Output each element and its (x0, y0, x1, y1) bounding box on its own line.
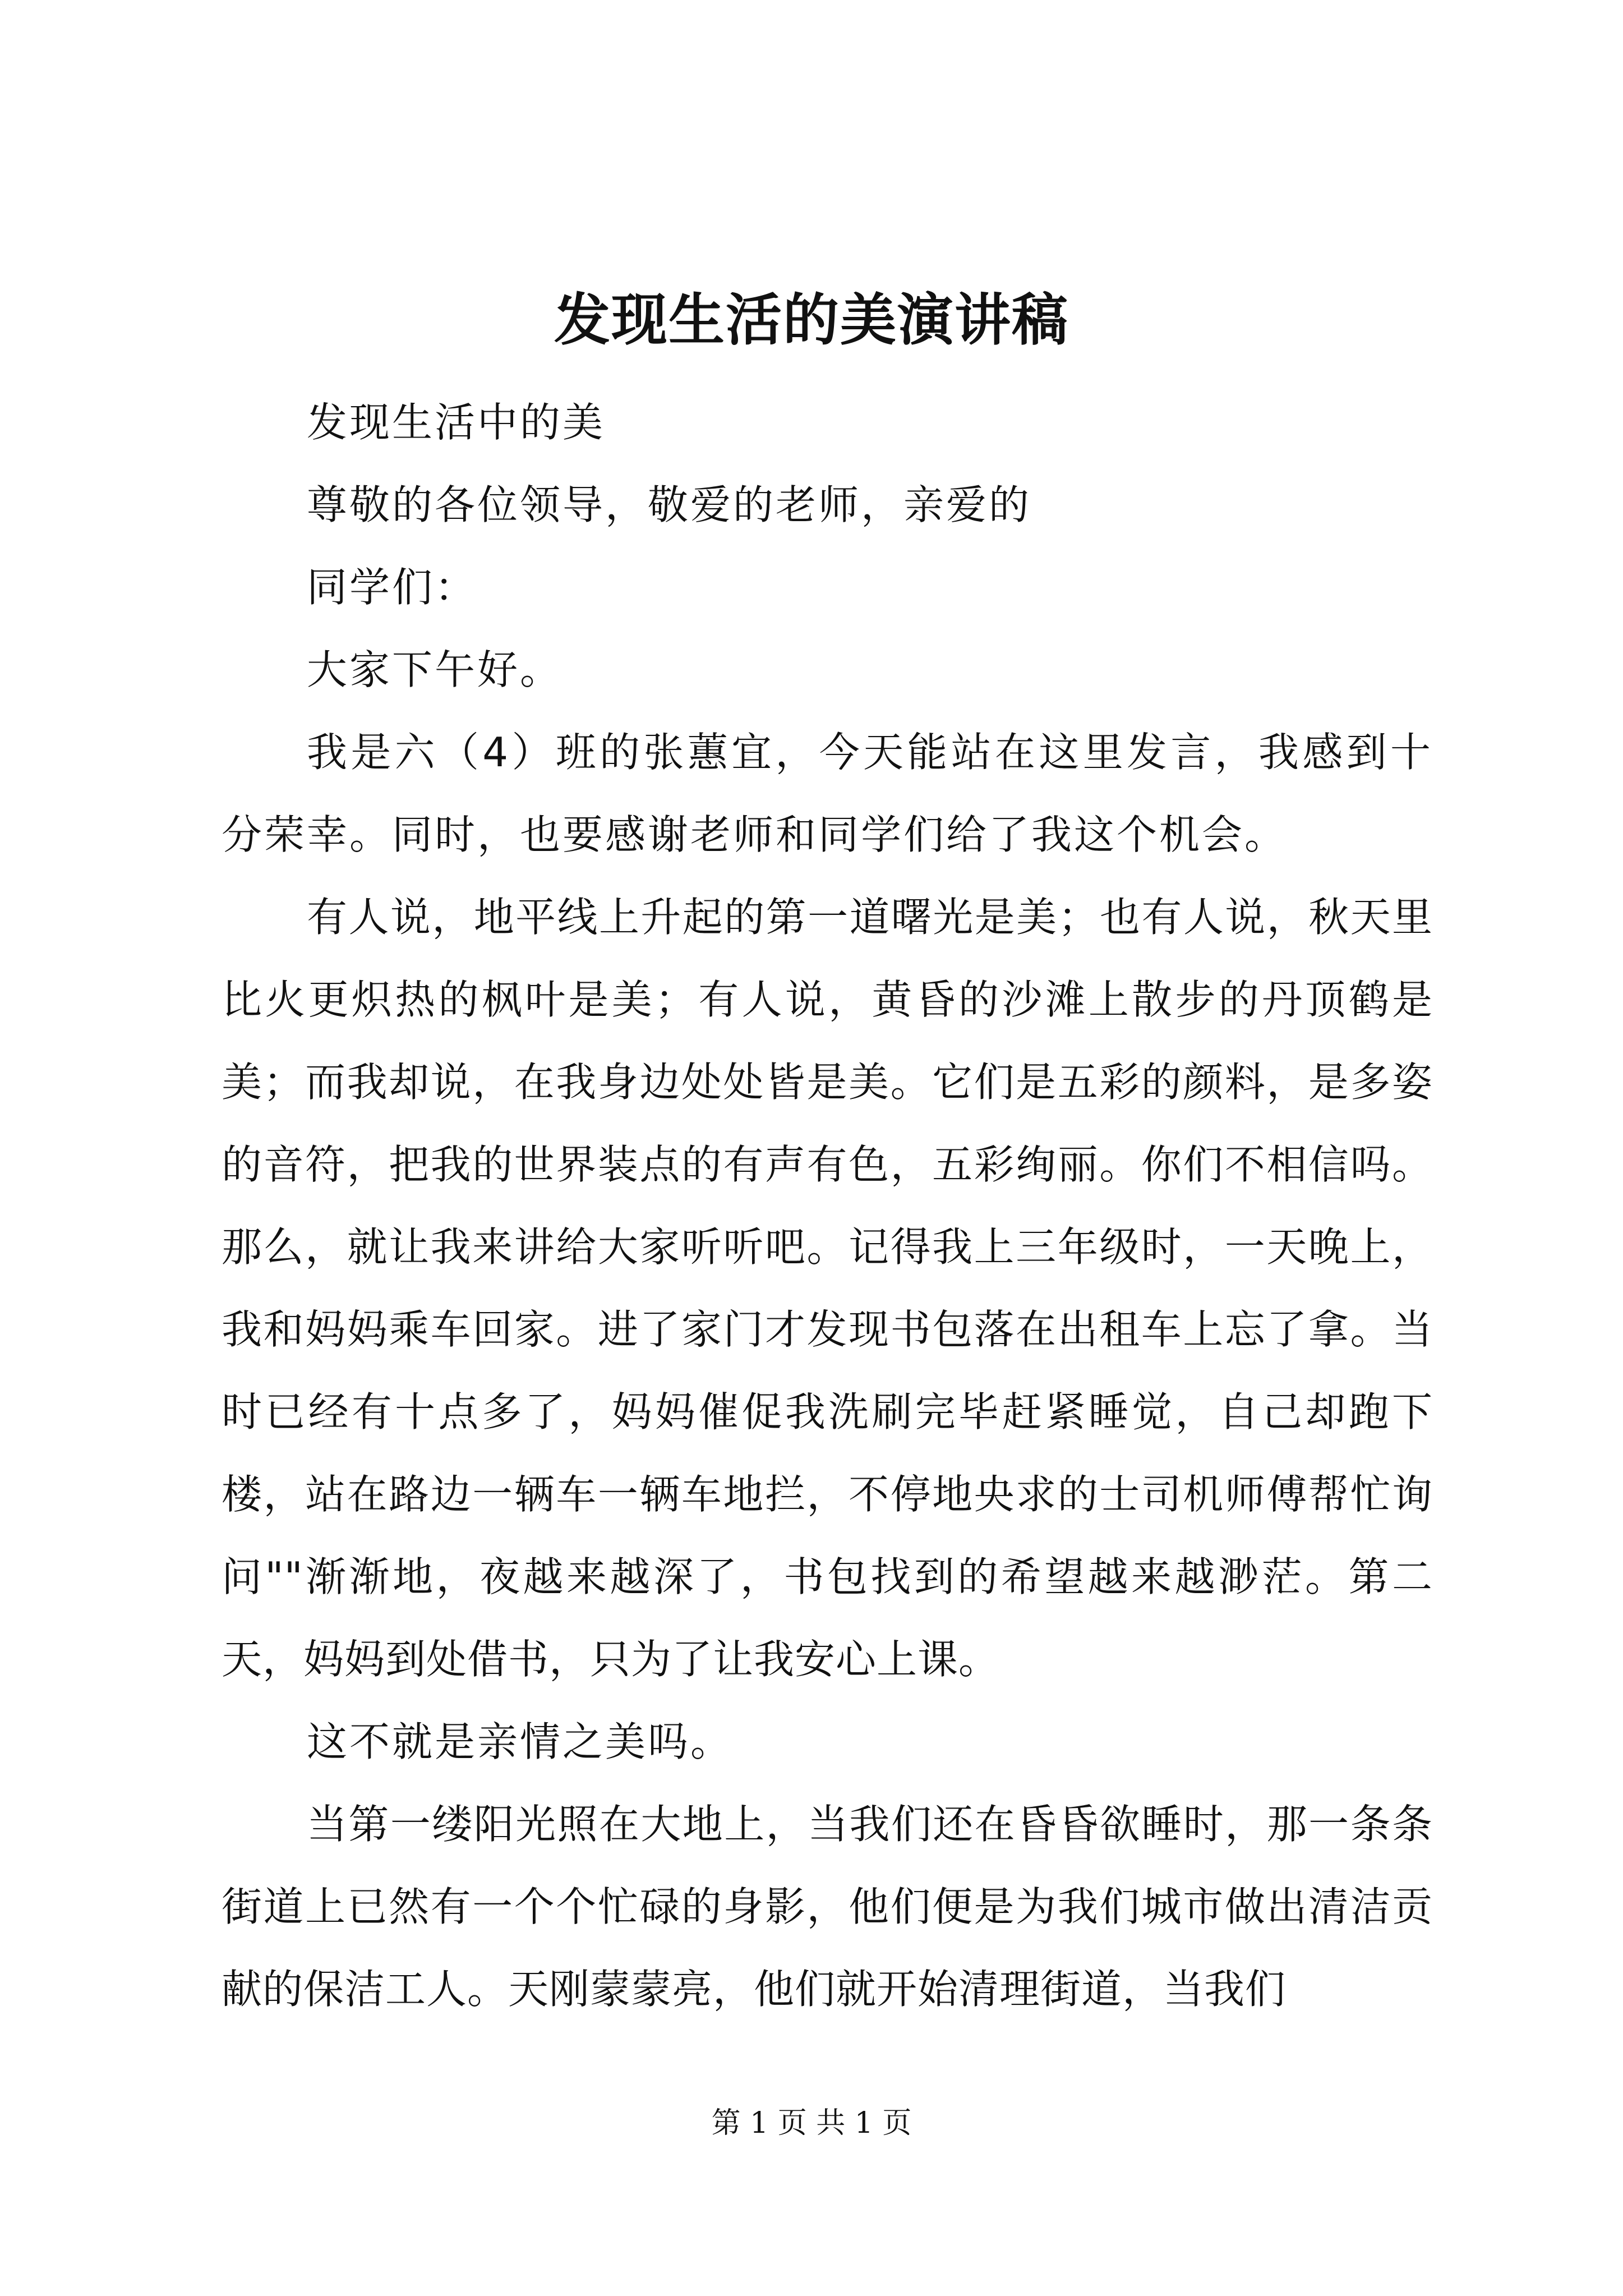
paragraph-introduction: 我是六（4）班的张蕙宜，今天能站在这里发言，我感到十分荣幸。同时，也要感谢老师和同学们给了我这个机会。 (222, 729, 1433, 858)
paragraph-cleaners: 当第一缕阳光照在大地上，当我们还在昏昏欲睡时，那一条条街道上已然有一个个忙碌的身影，他们便是为我们城市做出清洁贡献的保洁工人。天刚蒙蒙亮，他们就开始清理街道，当我们 (222, 1801, 1433, 2013)
paragraph-salutation: 尊敬的各位领导，敬爱的老师，亲爱的 (307, 481, 1032, 528)
document-title: 发现生活的美演讲稿 (554, 287, 1069, 353)
document-body (222, 381, 1433, 2031)
paragraph-salutation-cont: 同学们： (307, 564, 478, 611)
paragraph-subtitle: 发现生活中的美 (307, 399, 606, 446)
paragraph-family-story: 有人说，地平线上升起的第一道曙光是美；也有人说，秋天里比火更炽热的枫叶是美；有人说，黄昏的沙滩上散步的丹顶鹤是美；而我却说，在我身边处处皆是美。它们是五彩的颜料，是多姿的音符，把我的世界装点的有声有色，五彩绚丽。你们不相信吗。那么，就让我来讲给大家听听吧。记得我上三年级时，一天晚上，我和妈妈乘车回家。进了家门才发现书包落在出租车上忘了拿。当时已经有十点多了，妈妈催促我洗刷完毕赶紧睡觉，自己却跑下楼，站在路边一辆车一辆车地拦，不停地央求的士司机师傅帮忙询问""渐渐地，夜越来越深了，书包找到的希望越来越渺茫。第二天，妈妈到处借书，只为了让我安心上课。 (222, 894, 1433, 1683)
paragraph-family-beauty: 这不就是亲情之美吗。 (307, 1718, 734, 1765)
page-footer: 第 1 页 共 1 页 (711, 2106, 912, 2140)
paragraph-greeting: 大家下午好。 (307, 646, 563, 693)
